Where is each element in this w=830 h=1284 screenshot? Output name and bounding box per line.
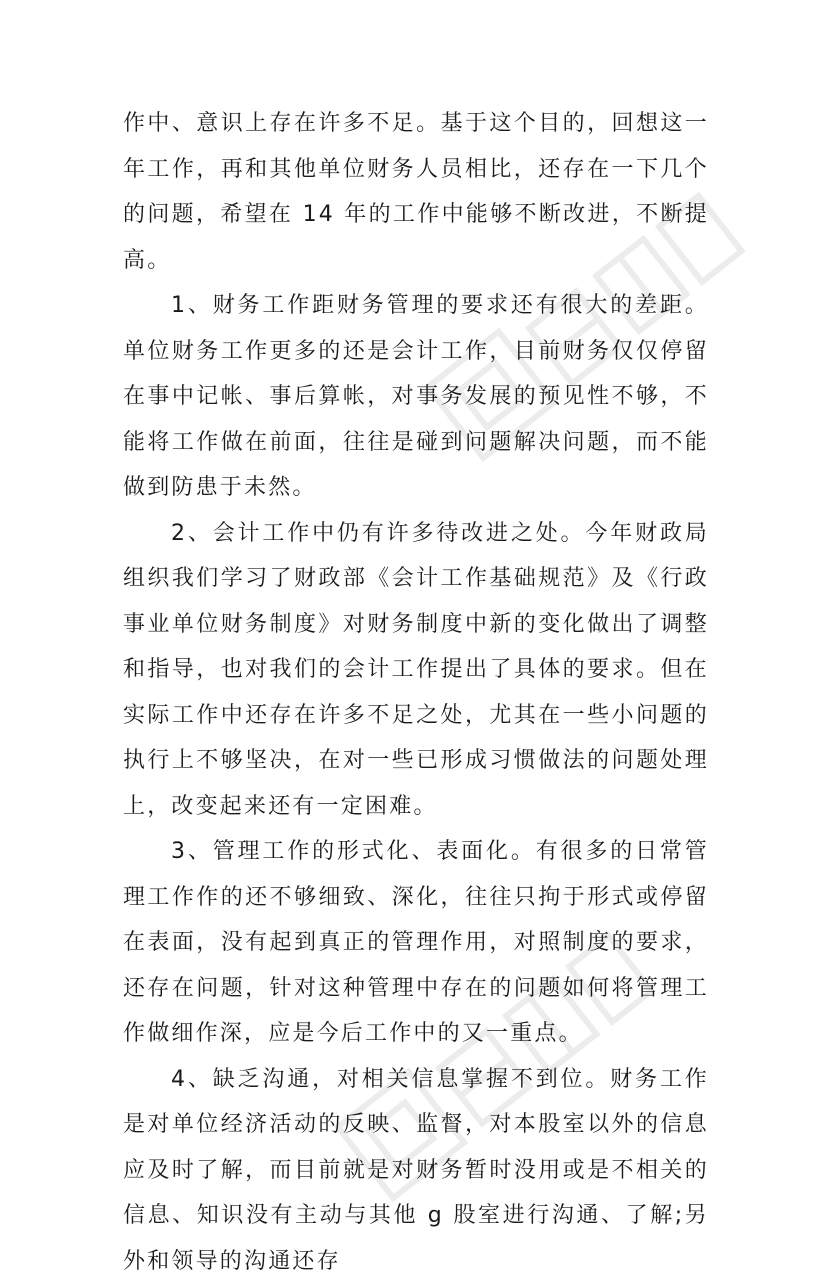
paragraph-item-4: 4、缺乏沟通，对相关信息掌握不到位。财务工作是对单位经济活动的反映、监督，对本股室以外的信息应及时了解，而目前就是对财务暂时没用或是不相关的信息、知识没有主动与其他 g 股室进行沟通、了解;另外和领导的沟通还存 <box>123 1057 709 1284</box>
paragraph-item-1: 1、财务工作距财务管理的要求还有很大的差距。单位财务工作更多的还是会计工作，目前财务仅仅停留在事中记帐、事后算帐，对事务发展的预见性不够，不能将工作做在前面，往往是碰到问题解决问题，而不能做到防患于未然。 <box>123 283 709 511</box>
paragraph-item-2: 2、会计工作中仍有许多待改进之处。今年财政局组织我们学习了财政部《会计工作基础规范》及《行政事业单位财务制度》对财务制度中新的变化做出了调整和指导，也对我们的会计工作提出了具体的要求。但在实际工作中还存在许多不足之处，尤其在一些小问题的执行上不够坚决，在对一些已形成习惯做法的问题处理上，改变起来还有一定困难。 <box>123 511 709 830</box>
paragraph-item-3: 3、管理工作的形式化、表面化。有很多的日常管理工作作的还不够细致、深化，往往只拘于形式或停留在表面，没有起到真正的管理作用，对照制度的要求，还存在问题，针对这种管理中存在的问题如何将管理工作做细作深，应是今后工作中的又一重点。 <box>123 829 709 1057</box>
paragraph-intro: 作中、意识上存在许多不足。基于这个目的，回想这一年工作，再和其他单位财务人员相比，还存在一下几个的问题，希望在 14 年的工作中能够不断改进，不断提高。 <box>123 101 709 283</box>
document-body <box>123 101 709 1284</box>
